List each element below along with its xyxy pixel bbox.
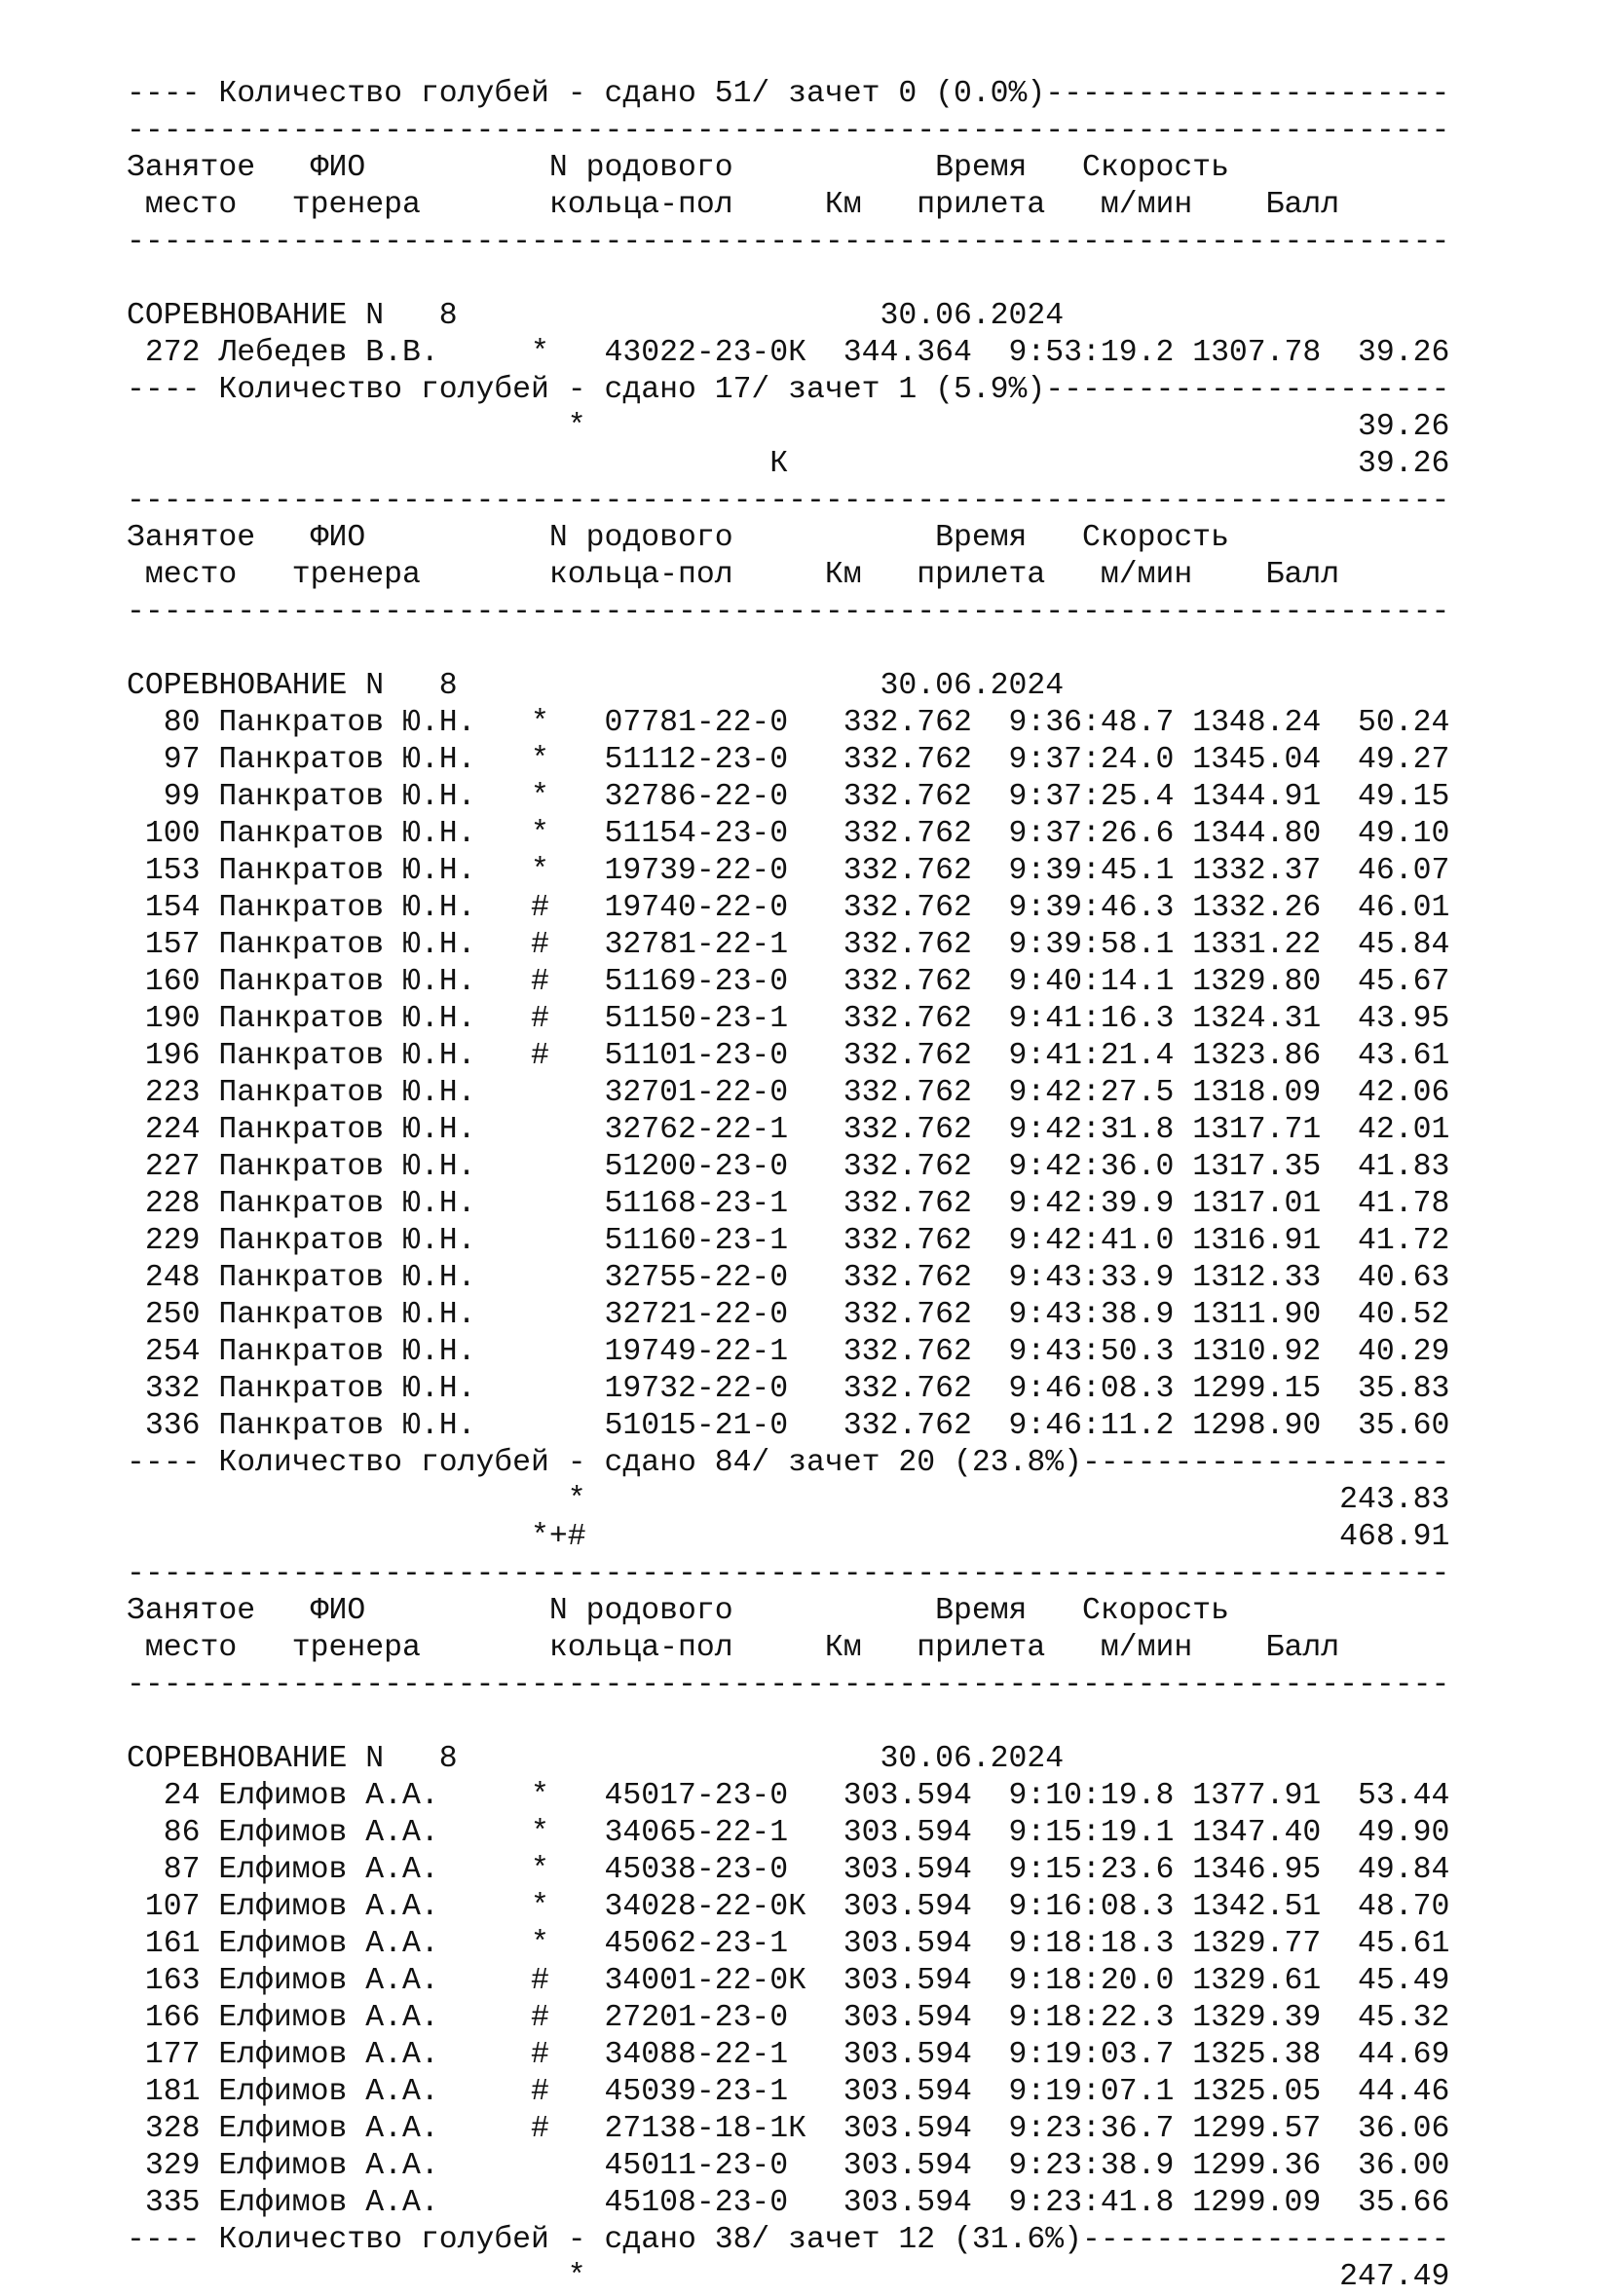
- report-line: 80 Панкратов Ю.Н. * 07781-22-0 332.762 9:36:48.7 1348.24 50.24: [127, 706, 1450, 740]
- report-line: 166 Елфимов А.А. # 27201-23-0 303.594 9:18:22.3 1329.39 45.32: [127, 2001, 1450, 2035]
- report-line: 177 Елфимов А.А. # 34088-22-1 303.594 9:19:03.7 1325.38 44.69: [127, 2038, 1450, 2072]
- report-line: 250 Панкратов Ю.Н. 32721-22-0 332.762 9:43:38.9 1311.90 40.52: [127, 1298, 1450, 1332]
- report-line: ---- Количество голубей - сдано 38/ зачет 12 (31.6%)--------------------: [127, 2223, 1450, 2257]
- report-line: 223 Панкратов Ю.Н. 32701-22-0 332.762 9:42:27.5 1318.09 42.06: [127, 1076, 1450, 1110]
- report-line: 224 Панкратов Ю.Н. 32762-22-1 332.762 9:42:31.8 1317.71 42.01: [127, 1113, 1450, 1147]
- report-line: 100 Панкратов Ю.Н. * 51154-23-0 332.762 9:37:26.6 1344.80 49.10: [127, 817, 1450, 851]
- report-line: ------------------------------------------------------------------------: [127, 1668, 1450, 1702]
- report-line: К 39.26: [127, 447, 1450, 481]
- report-line: ------------------------------------------------------------------------: [127, 1557, 1450, 1591]
- report-line: ---- Количество голубей - сдано 51/ зачет 0 (0.0%)----------------------: [127, 77, 1450, 111]
- report-line: 227 Панкратов Ю.Н. 51200-23-0 332.762 9:42:36.0 1317.35 41.83: [127, 1150, 1450, 1184]
- report-line: ------------------------------------------------------------------------: [127, 114, 1450, 148]
- report-line: *+# 468.91: [127, 1520, 1450, 1554]
- report-line: [127, 631, 1539, 668]
- report-line: место тренера кольца-пол Км прилета м/мин Балл: [127, 1631, 1340, 1665]
- report-line: 335 Елфимов А.А. 45108-23-0 303.594 9:23:41.8 1299.09 35.66: [127, 2186, 1450, 2220]
- report-line: 163 Елфимов А.А. # 34001-22-0К 303.594 9:18:20.0 1329.61 45.49: [127, 1964, 1450, 1998]
- report-line: СОРЕВНОВАНИЕ N 8 30.06.2024: [127, 669, 1065, 703]
- report-line: 86 Елфимов А.А. * 34065-22-1 303.594 9:15:19.1 1347.40 49.90: [127, 1816, 1450, 1850]
- report-line: 196 Панкратов Ю.Н. # 51101-23-0 332.762 9:41:21.4 1323.86 43.61: [127, 1039, 1450, 1073]
- report-line: 254 Панкратов Ю.Н. 19749-22-1 332.762 9:43:50.3 1310.92 40.29: [127, 1335, 1450, 1369]
- report-line: * 243.83: [127, 1483, 1450, 1517]
- report-line: Занятое ФИО N родового Время Скорость: [127, 1594, 1229, 1628]
- report-line: 153 Панкратов Ю.Н. * 19739-22-0 332.762 9:39:45.1 1332.37 46.07: [127, 854, 1450, 888]
- report-line: 160 Панкратов Ю.Н. # 51169-23-0 332.762 9:40:14.1 1329.80 45.67: [127, 965, 1450, 999]
- report-line: 107 Елфимов А.А. * 34028-22-0К 303.594 9:16:08.3 1342.51 48.70: [127, 1890, 1450, 1924]
- report-line: ---- Количество голубей - сдано 17/ зачет 1 (5.9%)----------------------: [127, 373, 1450, 407]
- report-line: 97 Панкратов Ю.Н. * 51112-23-0 332.762 9:37:24.0 1345.04 49.27: [127, 743, 1450, 777]
- report-line: ------------------------------------------------------------------------: [127, 595, 1450, 629]
- report-line: 248 Панкратов Ю.Н. 32755-22-0 332.762 9:43:33.9 1312.33 40.63: [127, 1261, 1450, 1295]
- report-line: 157 Панкратов Ю.Н. # 32781-22-1 332.762 9:39:58.1 1331.22 45.84: [127, 928, 1450, 962]
- report-line: место тренера кольца-пол Км прилета м/мин Балл: [127, 188, 1340, 222]
- report-line: * 247.49: [127, 2260, 1450, 2294]
- report-line: 161 Елфимов А.А. * 45062-23-1 303.594 9:18:18.3 1329.77 45.61: [127, 1927, 1450, 1961]
- report-line: Занятое ФИО N родового Время Скорость: [127, 521, 1229, 555]
- report-line: 154 Панкратов Ю.Н. # 19740-22-0 332.762 9:39:46.3 1332.26 46.01: [127, 891, 1450, 925]
- report-line: 181 Елфимов А.А. # 45039-23-1 303.594 9:19:07.1 1325.05 44.46: [127, 2075, 1450, 2109]
- results-printout: [127, 76, 1539, 2296]
- report-line: ------------------------------------------------------------------------: [127, 484, 1450, 518]
- report-line: 336 Панкратов Ю.Н. 51015-21-0 332.762 9:46:11.2 1298.90 35.60: [127, 1409, 1450, 1443]
- report-line: [127, 261, 1539, 298]
- report-line: [127, 1704, 1539, 1741]
- report-line: Занятое ФИО N родового Время Скорость: [127, 151, 1229, 185]
- report-line: 99 Панкратов Ю.Н. * 32786-22-0 332.762 9:37:25.4 1344.91 49.15: [127, 780, 1450, 814]
- report-line: 229 Панкратов Ю.Н. 51160-23-1 332.762 9:42:41.0 1316.91 41.72: [127, 1224, 1450, 1258]
- report-line: 332 Панкратов Ю.Н. 19732-22-0 332.762 9:46:08.3 1299.15 35.83: [127, 1372, 1450, 1406]
- report-line: место тренера кольца-пол Км прилета м/мин Балл: [127, 558, 1340, 592]
- report-line: СОРЕВНОВАНИЕ N 8 30.06.2024: [127, 299, 1065, 333]
- report-line: 24 Елфимов А.А. * 45017-23-0 303.594 9:10:19.8 1377.91 53.44: [127, 1779, 1450, 1813]
- report-line: 272 Лебедев В.В. * 43022-23-0К 344.364 9:53:19.2 1307.78 39.26: [127, 336, 1450, 370]
- report-line: 328 Елфимов А.А. # 27138-18-1К 303.594 9:23:36.7 1299.57 36.06: [127, 2112, 1450, 2146]
- report-line: 228 Панкратов Ю.Н. 51168-23-1 332.762 9:42:39.9 1317.01 41.78: [127, 1187, 1450, 1221]
- report-line: * 39.26: [127, 410, 1450, 444]
- report-line: ------------------------------------------------------------------------: [127, 225, 1450, 259]
- report-line: СОРЕВНОВАНИЕ N 8 30.06.2024: [127, 1742, 1065, 1776]
- report-line: 87 Елфимов А.А. * 45038-23-0 303.594 9:15:23.6 1346.95 49.84: [127, 1853, 1450, 1887]
- report-line: 329 Елфимов А.А. 45011-23-0 303.594 9:23:38.9 1299.36 36.00: [127, 2149, 1450, 2183]
- report-line: ---- Количество голубей - сдано 84/ зачет 20 (23.8%)--------------------: [127, 1446, 1450, 1480]
- report-line: 190 Панкратов Ю.Н. # 51150-23-1 332.762 9:41:16.3 1324.31 43.95: [127, 1002, 1450, 1036]
